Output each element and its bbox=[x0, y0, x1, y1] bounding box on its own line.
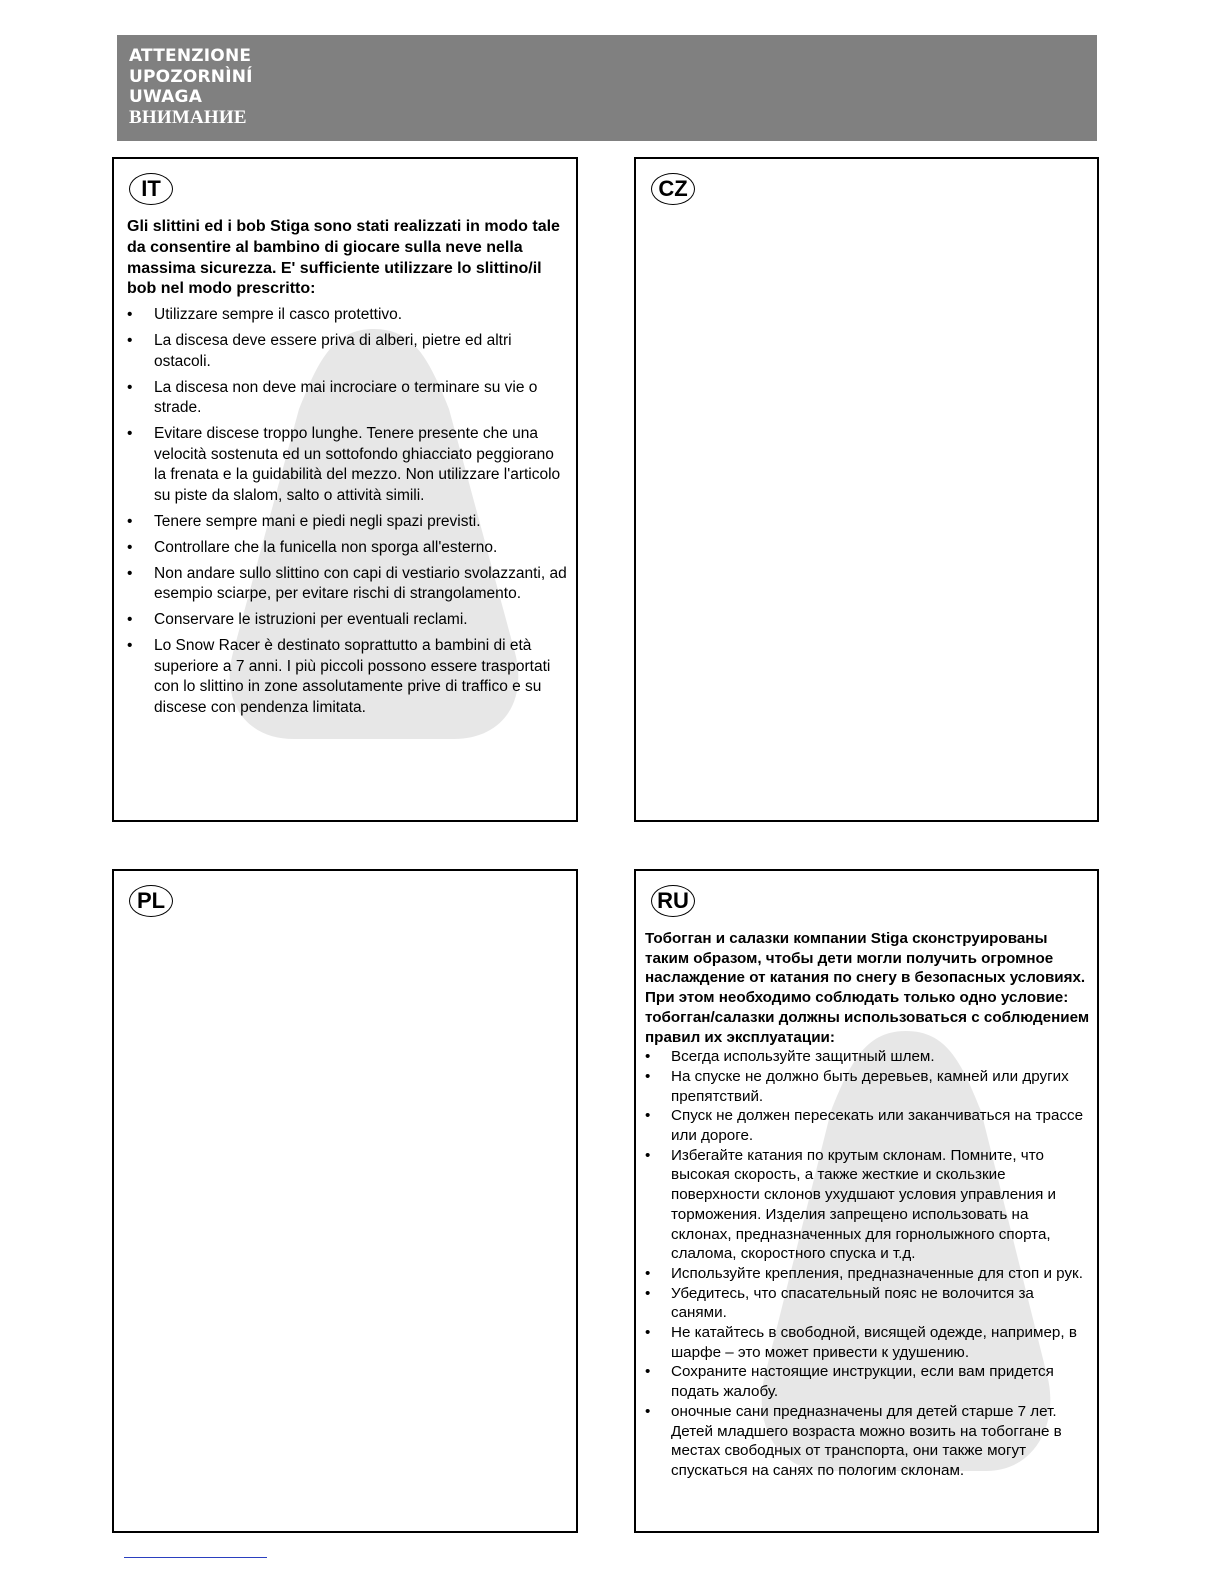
italian-list bbox=[127, 305, 568, 718]
language-badge-it: IT bbox=[129, 173, 173, 205]
russian-list bbox=[645, 1047, 1093, 1480]
panel-polish bbox=[112, 869, 578, 1533]
list-item: • La discesa non deve mai incrociare o terminare su vie o strade. bbox=[127, 378, 568, 419]
list-item: • Evitare discese troppo lunghe. Tenere presente che una velocità sostenuta ed un sottofondo ghiacciato peggiorano la frenata e la guidabilità del mezzo. Non utilizzare l'articolo su piste da slalom, salto o attività simili. bbox=[127, 424, 568, 506]
list-item: • Non andare sullo slittino con capi di vestiario svolazzanti, ad esempio sciarpe, per evitare rischi di strangolamento. bbox=[127, 564, 568, 605]
panel-czech bbox=[634, 157, 1099, 822]
list-item: • Conservare le istruzioni per eventuali reclami. bbox=[127, 610, 568, 631]
list-item: • На спуске не должно быть деревьев, камней или других препятствий. bbox=[645, 1067, 1093, 1106]
list-item: • Controllare che la funicella non sporga all'esterno. bbox=[127, 538, 568, 559]
panel-russian bbox=[634, 869, 1099, 1533]
language-badge-pl: PL bbox=[129, 885, 173, 917]
header-line-polish: UWAGA bbox=[129, 87, 203, 107]
list-item: • Используйте крепления, предназначенные для стоп и рук. bbox=[645, 1264, 1093, 1284]
list-item: • оночные сани предназначены для детей старше 7 лет. Детей младшего возраста можно возить на тобоггане в местах свободных от транспорта, они также могут спускаться на санях по пологим склонам. bbox=[645, 1402, 1093, 1481]
warning-header bbox=[117, 35, 1097, 141]
header-line-russian: ВНИМАНИЕ bbox=[129, 106, 247, 128]
list-item: • Убедитесь, что спасательный пояс не волочится за санями. bbox=[645, 1284, 1093, 1323]
russian-intro: Тобогган и салазки компании Stiga сконструированы таким образом, чтобы дети могли получить огромное наслаждение от катания по снегу в безопасных условиях. При этом необходимо соблюдать только одно условие: тобогган/салазки должны использоваться с соблюдением правил их эксплуатации: bbox=[645, 930, 1090, 1046]
language-badge-cz: CZ bbox=[651, 173, 695, 205]
list-item: • Спуск не должен пересекать или заканчиваться на трассе или дороге. bbox=[645, 1106, 1093, 1145]
list-item: • Utilizzare sempre il casco protettivo. bbox=[127, 305, 568, 326]
list-item: • Не катайтесь в свободной, висящей одежде, например, в шарфе – это может привести к удушению. bbox=[645, 1323, 1093, 1362]
list-item: • Lo Snow Racer è destinato soprattutto a bambini di età superiore a 7 anni. I più piccoli possono essere trasportati con lo slittino in zone assolutamente prive di traffico e su discese con pendenza limitata. bbox=[127, 636, 568, 718]
russian-content bbox=[645, 929, 1093, 1481]
italian-content bbox=[127, 217, 568, 724]
list-item: • Tenere sempre mani e piedi negli spazi previsti. bbox=[127, 512, 568, 533]
list-item: • Сохраните настоящие инструкции, если вам придется подать жалобу. bbox=[645, 1362, 1093, 1401]
panel-italian bbox=[112, 157, 578, 822]
footer-divider bbox=[124, 1557, 267, 1558]
header-line-czech: UPOZORNÌNÍ bbox=[129, 66, 253, 87]
list-item: • Избегайте катания по крутым склонам. Помните, что высокая скорость, а также жесткие и скользкие поверхности склонов ухудшают условия управления и торможения. Изделия запрещено использовать на склонах, предназначенных для горнолыжного спорта, слалома, скоростного спуска и т.д. bbox=[645, 1146, 1093, 1264]
language-badge-ru: RU bbox=[651, 885, 695, 917]
list-item: • La discesa deve essere priva di alberi, pietre ed altri ostacoli. bbox=[127, 331, 568, 372]
italian-intro: Gli slittini ed i bob Stiga sono stati realizzati in modo tale da consentire al bambino di giocare sulla neve nella massima sicurezza. E' sufficiente utilizzare lo slittino/il bob nel modo prescritto: bbox=[127, 218, 560, 298]
header-line-italian: ATTENZIONE bbox=[129, 46, 252, 66]
list-item: • Всегда используйте защитный шлем. bbox=[645, 1047, 1093, 1067]
